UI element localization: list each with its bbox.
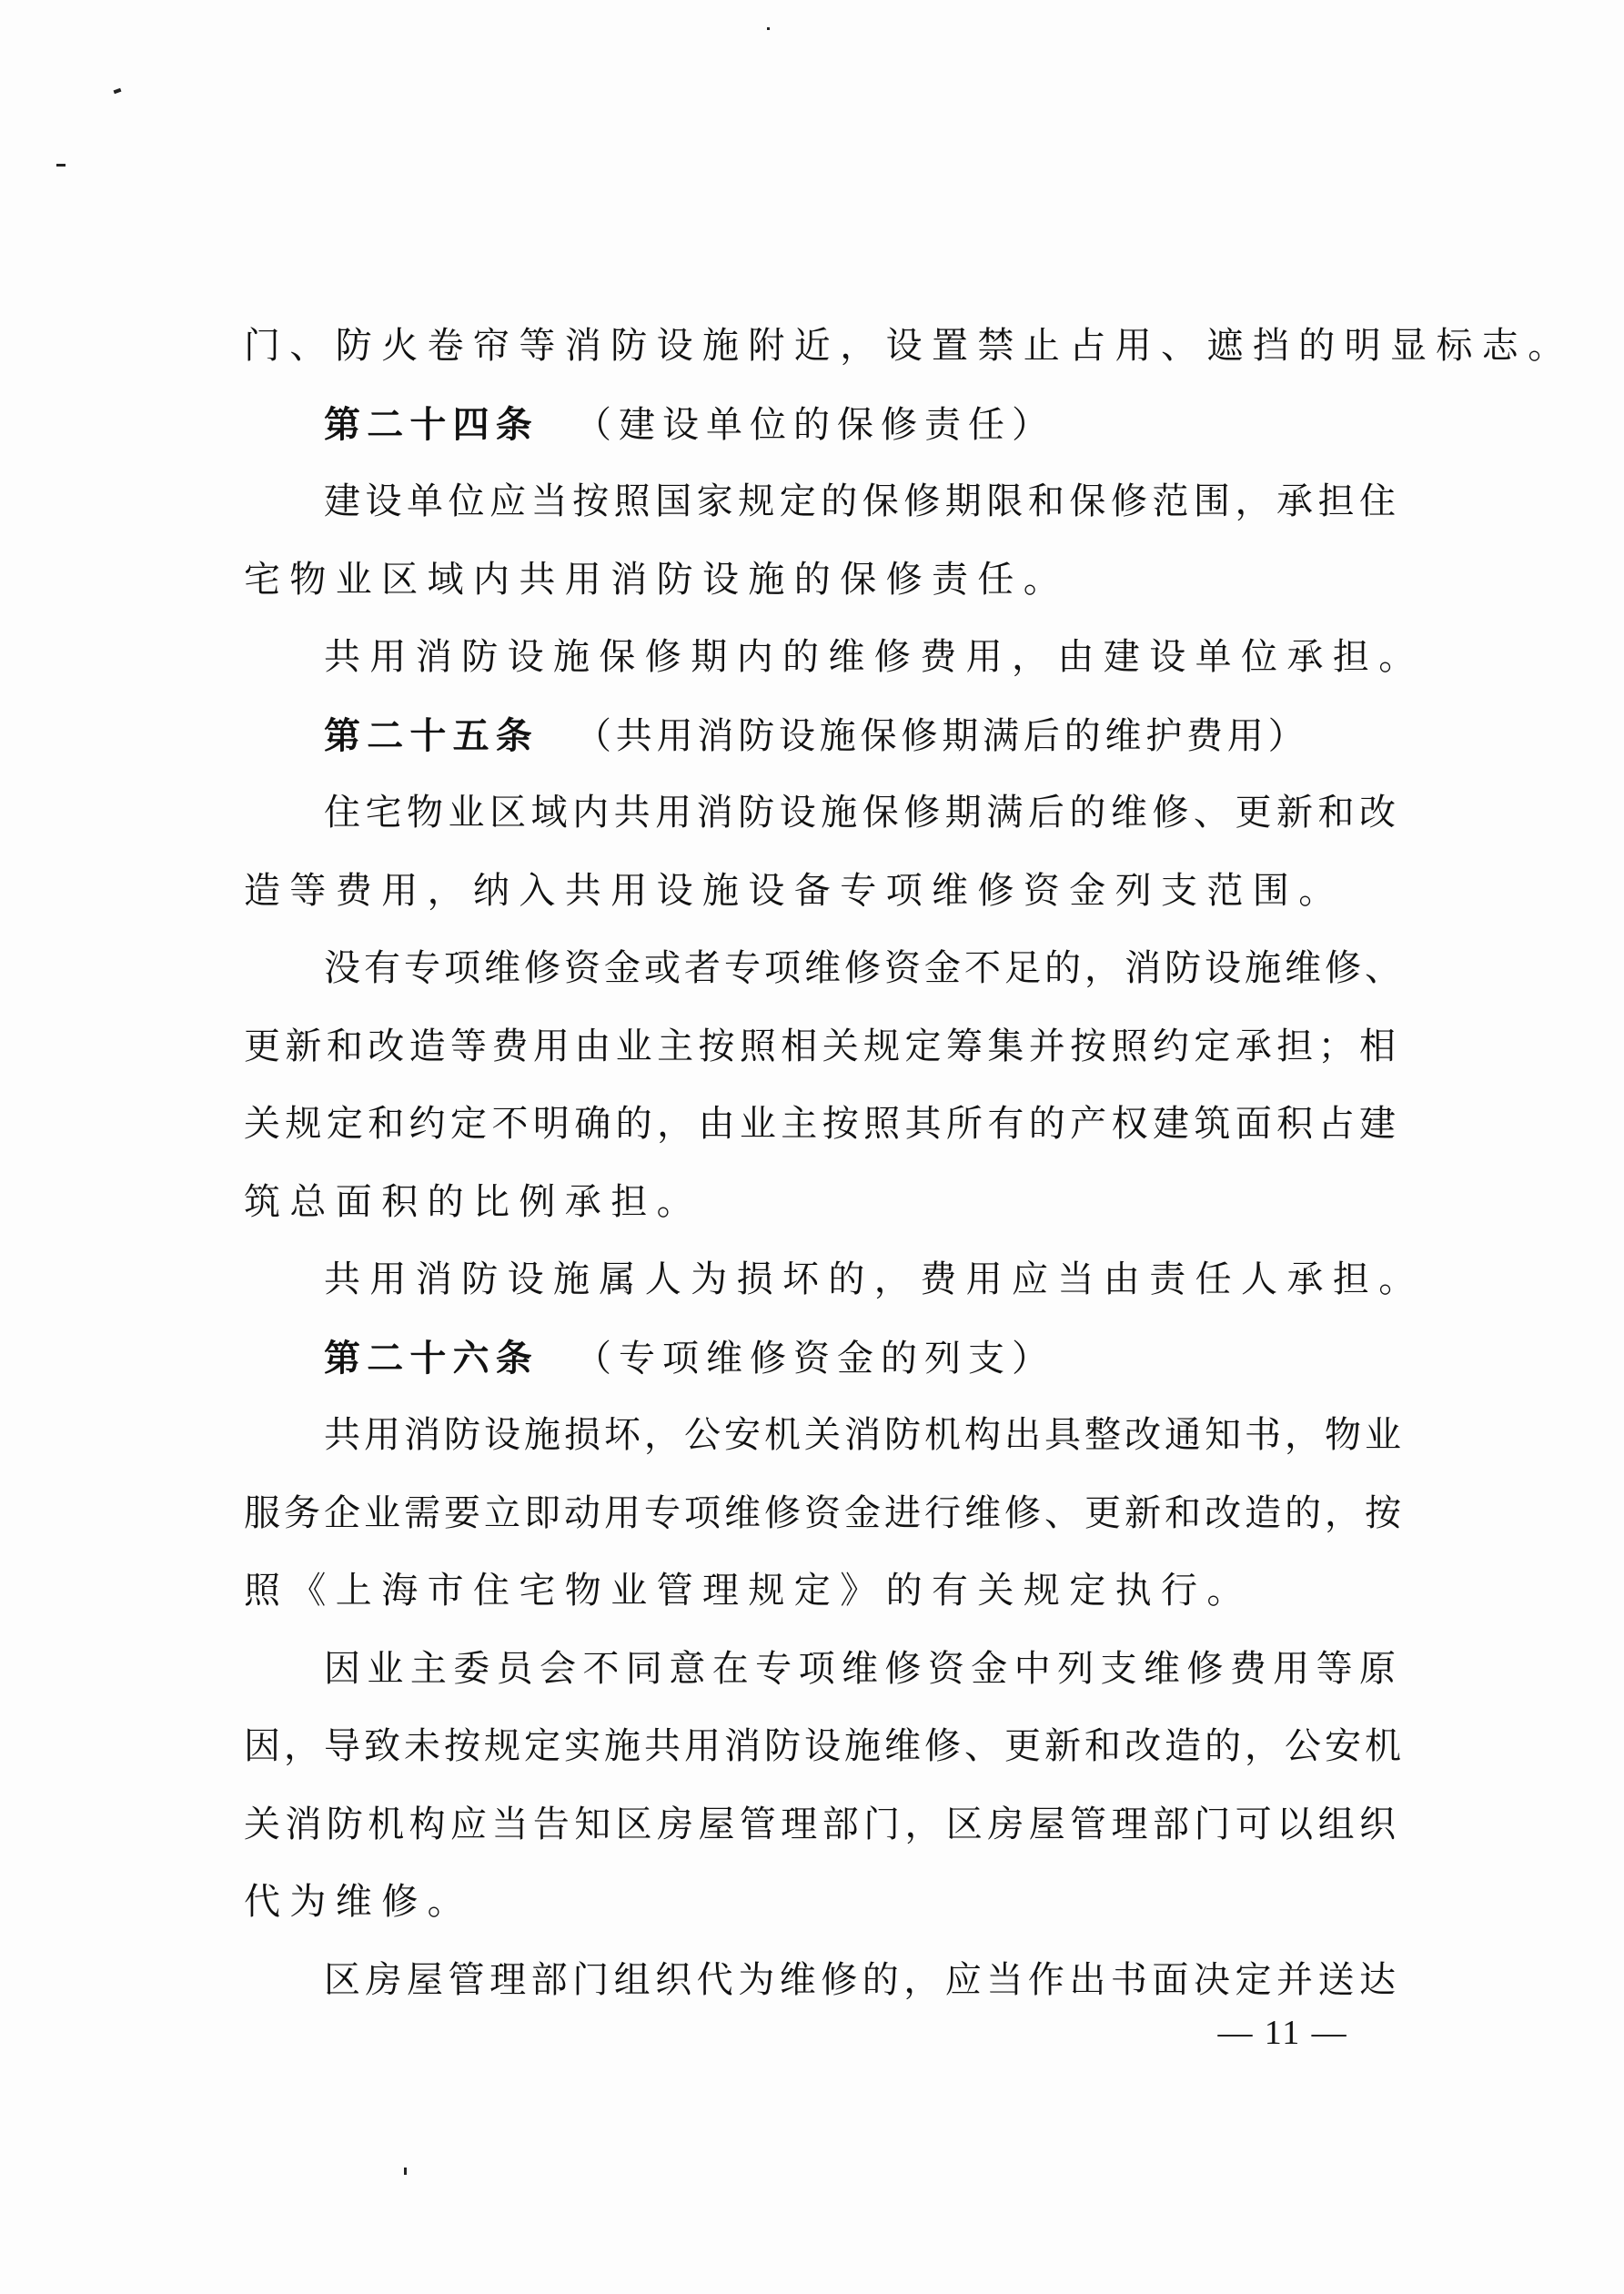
text-line: 代为维修。 bbox=[244, 1881, 473, 1923]
text-line: 宅物业区域内共用消防设施的保修责任。 bbox=[244, 558, 1070, 601]
text-line: 共用消防设施属人为损坏的，费用应当由责任人承担。 bbox=[324, 1258, 1425, 1300]
text-line: 服务企业需要立即动用专项维修资金进行维修、更新和改造的，按 bbox=[244, 1491, 1405, 1534]
article-heading bbox=[244, 386, 1399, 464]
text-line: 门、防火卷帘等消防设施附近，设置禁止占用、遮挡的明显标志。 bbox=[244, 325, 1574, 367]
article-number: 第二十六条 bbox=[324, 1336, 539, 1379]
text-line: 关规定和约定不明确的，由业主按照其所有的产权建筑面积占建 bbox=[244, 1103, 1399, 1145]
text-line: 关消防机构应当告知区房屋管理部门，区房屋管理部门可以组织 bbox=[244, 1803, 1399, 1845]
scan-speck bbox=[114, 88, 122, 94]
scan-speck bbox=[404, 2168, 407, 2175]
text-line: 更新和改造等费用由业主按照相关规定筹集并按照约定承担；相 bbox=[244, 1025, 1399, 1067]
scan-speck bbox=[767, 27, 770, 30]
text-line: 住宅物业区域内共用消防设施保修期满后的维修、更新和改 bbox=[324, 792, 1399, 834]
article-title: （建设单位的保修责任） bbox=[575, 403, 1055, 446]
text-line: 建设单位应当按照国家规定的保修期限和保修范围，承担住 bbox=[324, 480, 1399, 522]
article-title: （专项维修资金的列支） bbox=[575, 1337, 1055, 1379]
text-line: 因业主委员会不同意在专项维修资金中列支维修费用等原 bbox=[324, 1647, 1399, 1690]
article-heading bbox=[244, 697, 1399, 775]
text-line: 区房屋管理部门组织代为维修的，应当作出书面决定并送达 bbox=[324, 1958, 1399, 2001]
text-line: 共用消防设施损坏，公安机关消防机构出具整改通知书，物业 bbox=[324, 1414, 1405, 1456]
article-number: 第二十五条 bbox=[324, 713, 539, 757]
text-line: 造等费用，纳入共用设施设备专项维修资金列支范围。 bbox=[244, 869, 1345, 912]
text-line: 因，导致未按规定实施共用消防设施维修、更新和改造的，公安机 bbox=[244, 1725, 1405, 1767]
text-line: 照《上海市住宅物业管理规定》的有关规定执行。 bbox=[244, 1570, 1253, 1612]
article-number: 第二十四条 bbox=[324, 402, 539, 446]
article-heading bbox=[244, 1319, 1399, 1398]
article-title: （共用消防设施保修期满后的维护费用） bbox=[575, 714, 1309, 757]
page-number: — 11 — bbox=[1217, 2014, 1348, 2052]
text-line: 没有专项维修资金或者专项维修资金不足的，消防设施维修、 bbox=[324, 947, 1405, 989]
text-line: 共用消防设施保修期内的维修费用，由建设单位承担。 bbox=[324, 636, 1425, 678]
text-line: 筑总面积的比例承担。 bbox=[244, 1180, 702, 1223]
scan-speck bbox=[56, 164, 66, 167]
document-body bbox=[244, 308, 1574, 2019]
